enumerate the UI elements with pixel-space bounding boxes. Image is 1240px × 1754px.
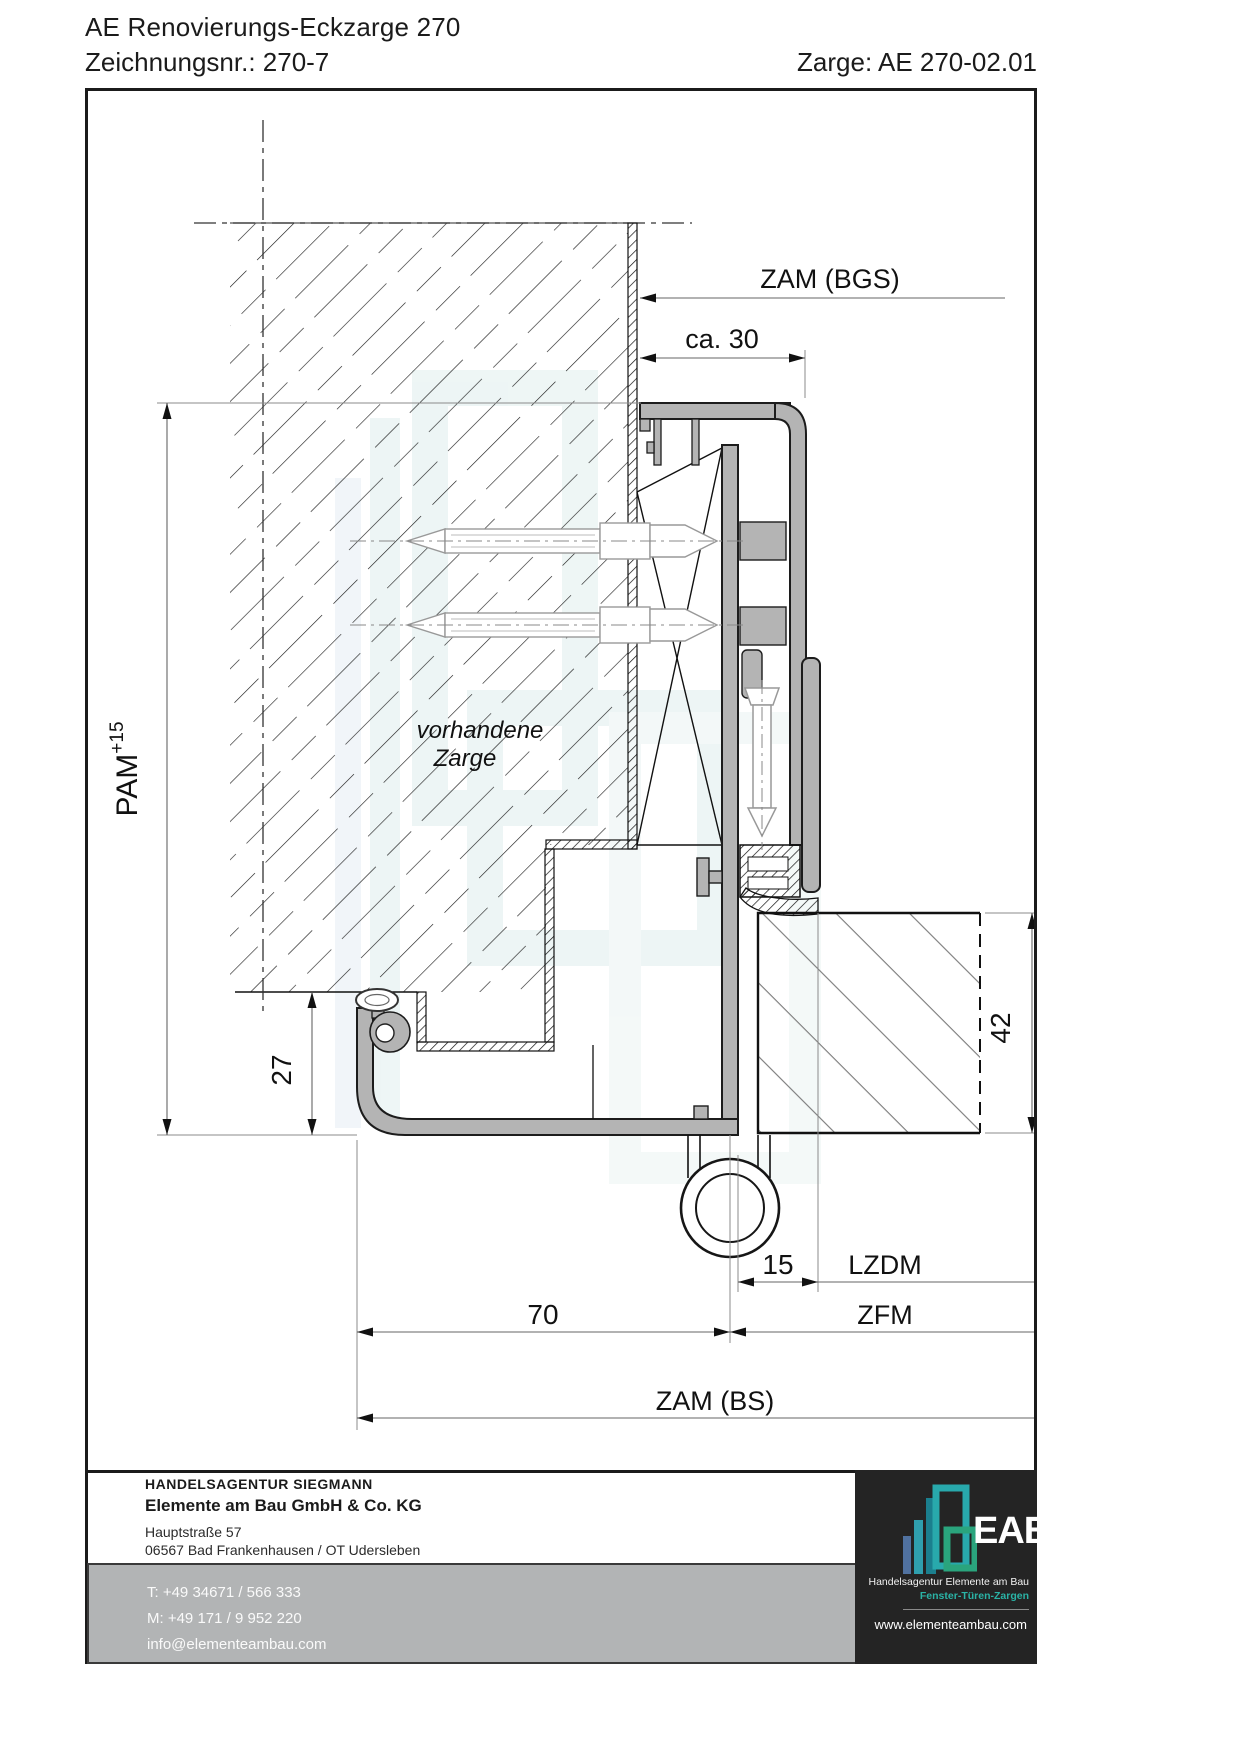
label-lzdm: LZDM <box>848 1250 922 1280</box>
label-zam-bgs: ZAM (BGS) <box>760 264 900 294</box>
footer-email: info@elementeambau.com <box>147 1636 327 1653</box>
logo-tagline: Fenster-Türen-Zargen <box>919 1590 1029 1602</box>
label-vorhandene: vorhandene <box>416 717 544 744</box>
footer-phone: T: +49 34671 / 566 333 <box>147 1584 301 1601</box>
label-15: 15 <box>762 1249 794 1280</box>
label-70: 70 <box>527 1299 559 1330</box>
footer-agency-name: HANDELSAGENTUR SIEGMANN <box>145 1476 373 1492</box>
drawing-number: Zeichnungsnr.: 270-7 <box>85 47 330 77</box>
label-zfm: ZFM <box>857 1300 913 1330</box>
footer-street: Hauptstraße 57 <box>145 1524 242 1540</box>
footer-city: 06567 Bad Frankenhausen / OT Udersleben <box>145 1542 421 1558</box>
label-pam: $PAM^{+15}$ <box>107 721 144 817</box>
eab-logo-text: EAB <box>973 1510 1051 1552</box>
frame-number: Zarge: AE 270-02.01 <box>797 47 1037 77</box>
footer-company-name: Elemente am Bau GmbH & Co. KG <box>145 1496 422 1515</box>
drawing-border <box>85 88 1037 1664</box>
label-ca-30: ca. 30 <box>685 324 759 354</box>
logo-separator <box>903 1609 1029 1610</box>
logo-website: www.elementeambau.com <box>874 1617 1027 1632</box>
page-title: AE Renovierungs-Eckzarge 270 <box>85 12 461 42</box>
label-zam-bs: ZAM (BS) <box>655 1386 775 1416</box>
logo-subtitle: Handelsagentur Elemente am Bau <box>868 1576 1029 1588</box>
label-zarge: Zarge <box>433 745 497 772</box>
footer-mobile: M: +49 171 / 9 952 220 <box>147 1610 302 1627</box>
label-42: 42 <box>985 1012 1016 1044</box>
label-27: 27 <box>266 1054 297 1086</box>
eab-logo-box <box>855 1470 1051 1664</box>
eab-logo-icon <box>903 1484 977 1576</box>
footer-contact-bar <box>87 1563 857 1664</box>
